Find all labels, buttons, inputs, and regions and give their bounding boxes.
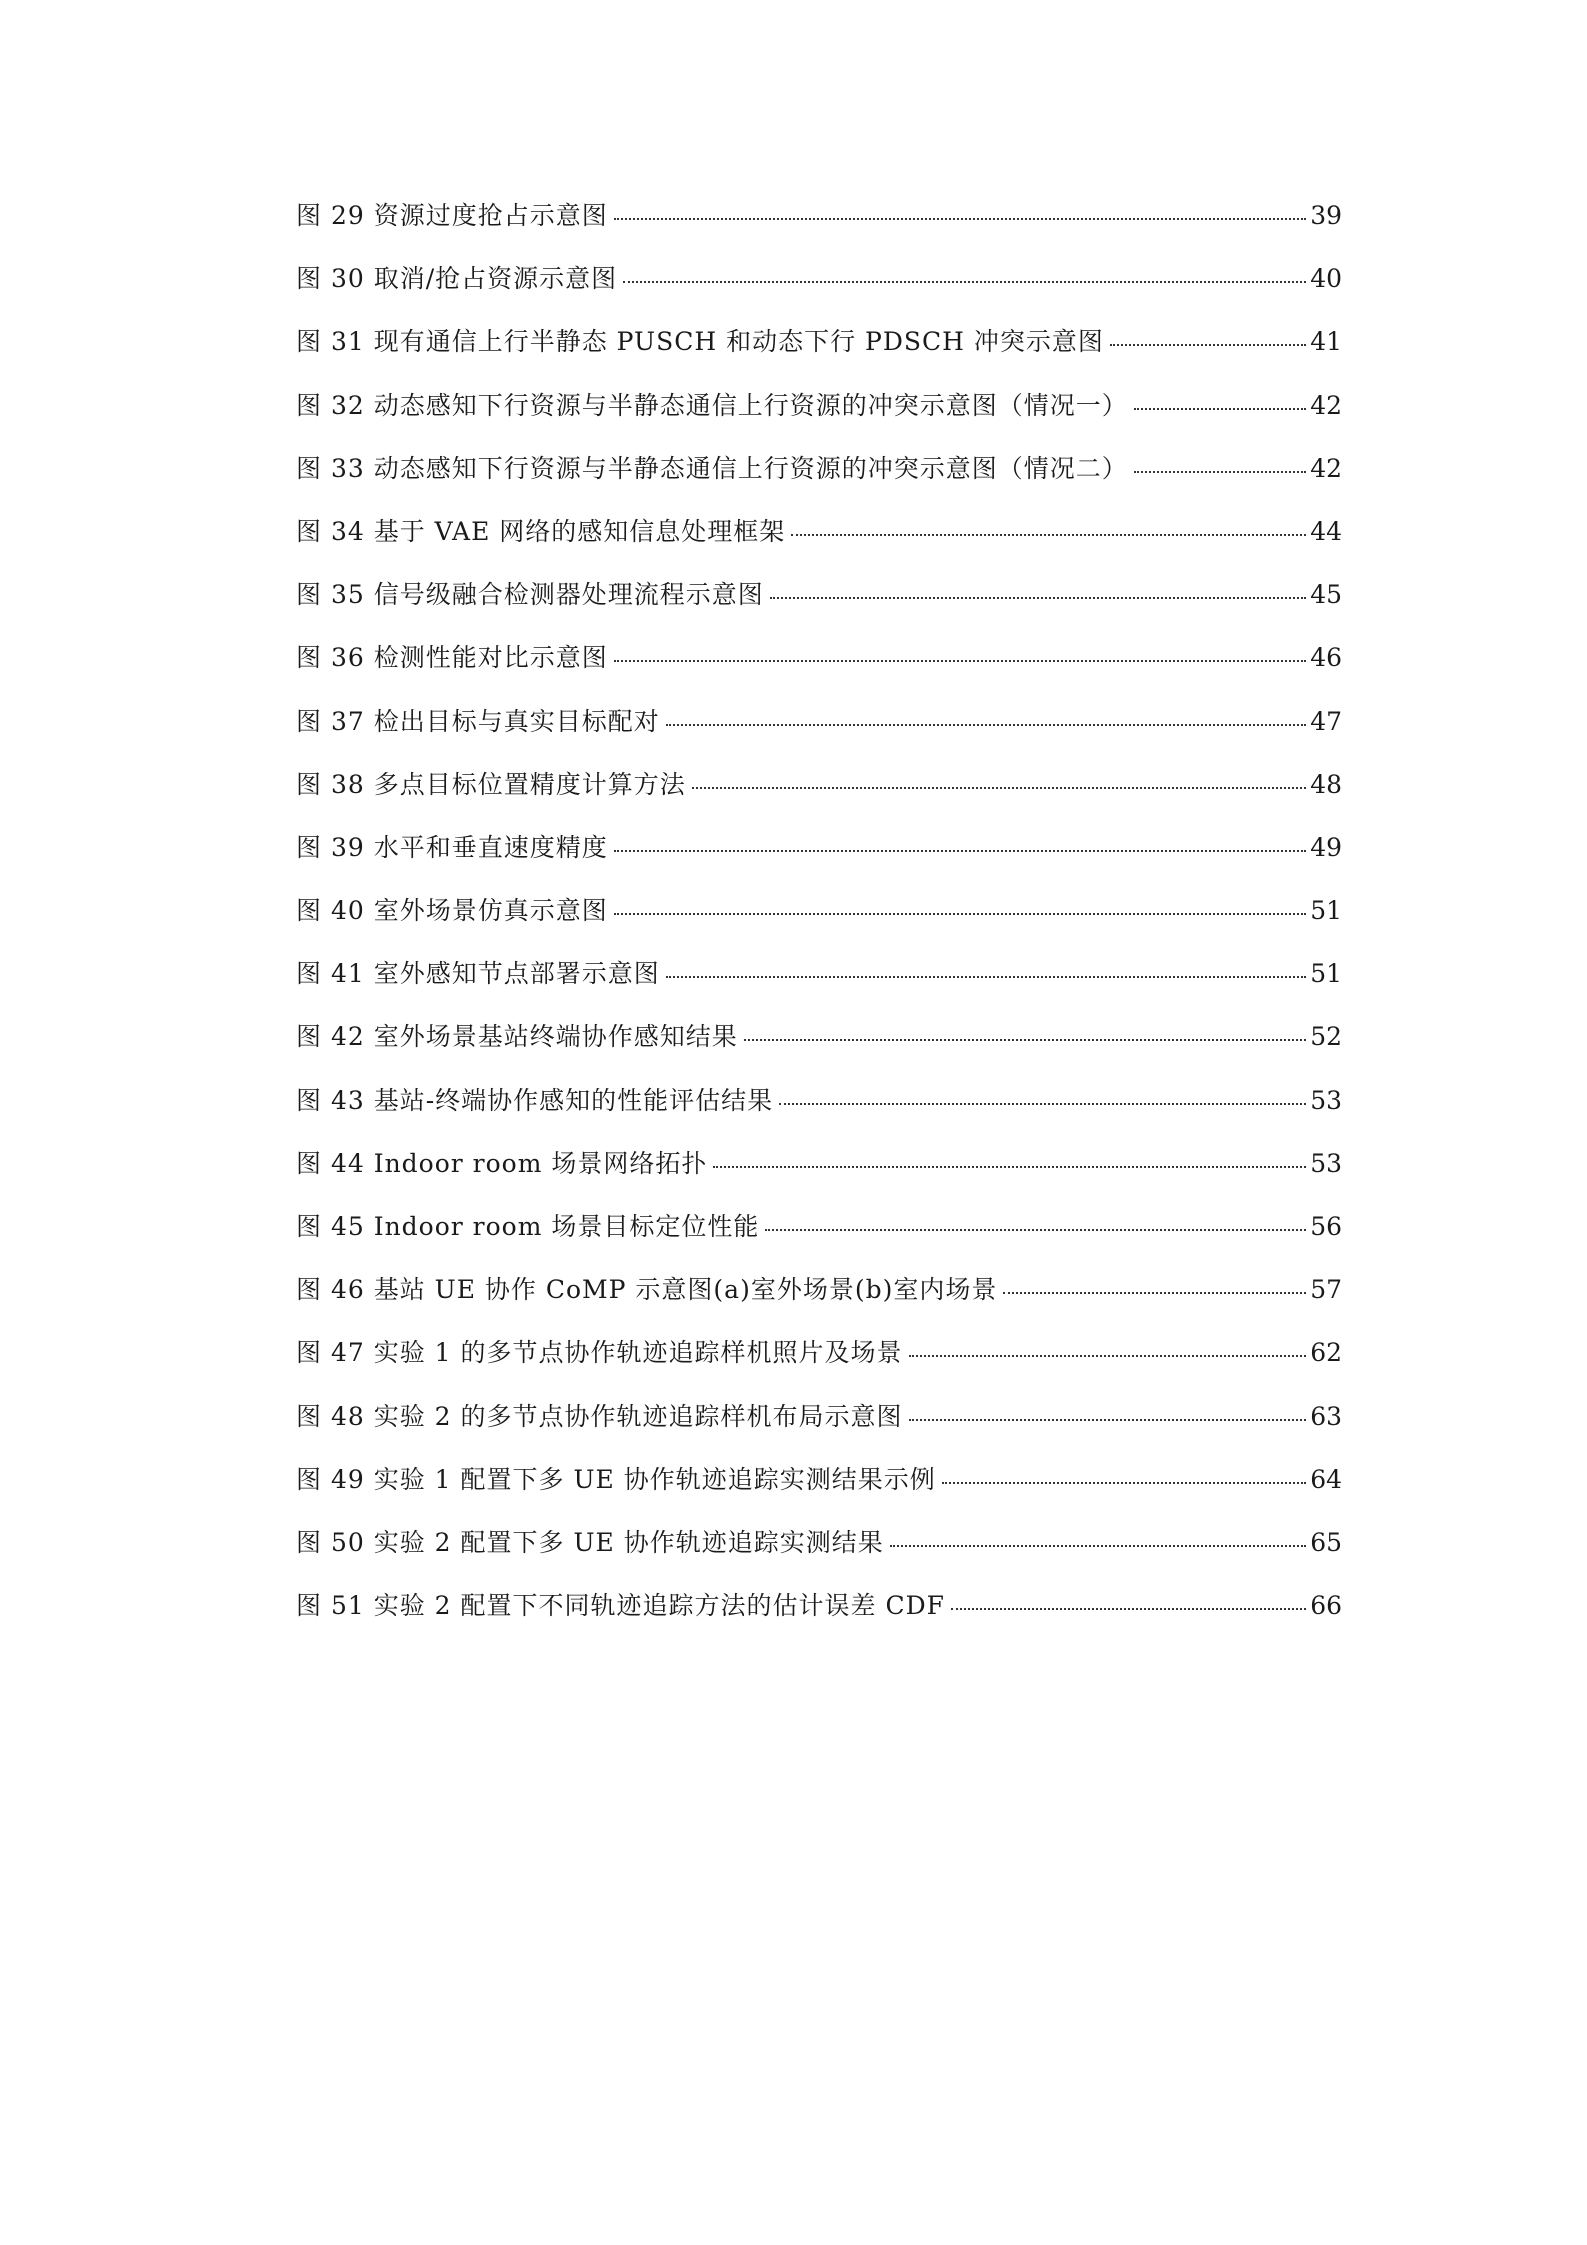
toc-entry-title: 图 40 室外场景仿真示意图 [296, 896, 608, 926]
toc-entry-title: 图 45 Indoor room 场景目标定位性能 [296, 1212, 760, 1241]
toc-dot-leader [1003, 1292, 1306, 1294]
toc-entry-page-number: 41 [1310, 327, 1342, 357]
toc-entry-page-number: 66 [1310, 1591, 1342, 1621]
toc-entry[interactable] [296, 765, 1342, 828]
toc-dot-leader [791, 534, 1306, 536]
toc-dot-leader [1110, 344, 1306, 346]
toc-dot-leader [1134, 471, 1306, 473]
toc-entry-page-number: 51 [1310, 896, 1342, 926]
toc-entry[interactable] [296, 638, 1342, 701]
toc-entry-title: 图 39 水平和垂直速度精度 [296, 832, 608, 862]
toc-entry-title: 图 38 多点目标位置精度计算方法 [296, 769, 686, 799]
toc-entry-page-number: 42 [1310, 390, 1342, 420]
toc-entry[interactable] [296, 196, 1342, 259]
toc-dot-leader [942, 1482, 1306, 1484]
toc-dot-leader [623, 281, 1306, 283]
toc-entry[interactable] [296, 1144, 1342, 1207]
toc-entry[interactable] [296, 828, 1342, 891]
toc-entry-title: 图 29 资源过度抢占示意图 [296, 201, 608, 230]
toc-entry[interactable] [296, 891, 1342, 954]
toc-entry-title: 图 47 实验 1 的多节点协作轨迹追踪样机照片及场景 [296, 1338, 903, 1368]
toc-entry[interactable] [296, 1523, 1342, 1586]
toc-dot-leader [744, 1039, 1306, 1041]
toc-entry-page-number: 48 [1310, 769, 1342, 799]
toc-entry-title: 图 32 动态感知下行资源与半静态通信上行资源的冲突示意图（情况一） [296, 390, 1128, 420]
toc-entry[interactable] [296, 259, 1342, 322]
toc-entry[interactable] [296, 702, 1342, 765]
toc-dot-leader [614, 218, 1306, 220]
toc-dot-leader [614, 913, 1306, 915]
toc-entry-title: 图 36 检测性能对比示意图 [296, 643, 608, 673]
toc-entry-title: 图 43 基站-终端协作感知的性能评估结果 [296, 1085, 774, 1115]
toc-entry-title: 图 46 基站 UE 协作 CoMP 示意图(a)室外场景(b)室内场景 [296, 1275, 998, 1305]
toc-entry-title: 图 49 实验 1 配置下多 UE 协作轨迹追踪实测结果示例 [296, 1464, 936, 1494]
toc-entry-page-number: 53 [1310, 1085, 1342, 1115]
toc-dot-leader [951, 1608, 1306, 1610]
toc-dot-leader [770, 597, 1306, 599]
toc-entry[interactable] [296, 1397, 1342, 1460]
toc-entry-page-number: 56 [1310, 1212, 1342, 1241]
toc-entry[interactable] [296, 449, 1342, 512]
toc-entry[interactable] [296, 322, 1342, 385]
toc-entry-page-number: 53 [1310, 1148, 1342, 1178]
toc-entry-title: 图 42 室外场景基站终端协作感知结果 [296, 1022, 738, 1052]
toc-entry-title: 图 31 现有通信上行半静态 PUSCH 和动态下行 PDSCH 冲突示意图 [296, 327, 1104, 357]
toc-entry-title: 图 37 检出目标与真实目标配对 [296, 706, 660, 736]
toc-entry-title: 图 41 室外感知节点部署示意图 [296, 959, 660, 989]
toc-entry[interactable] [296, 1081, 1342, 1144]
toc-entry-title: 图 48 实验 2 的多节点协作轨迹追踪样机布局示意图 [296, 1401, 903, 1431]
toc-entry[interactable] [296, 386, 1342, 449]
toc-entry[interactable] [296, 1270, 1342, 1333]
toc-entry-page-number: 47 [1310, 706, 1342, 736]
toc-entry-page-number: 64 [1310, 1464, 1342, 1494]
toc-entry-title: 图 44 Indoor room 场景网络拓扑 [296, 1148, 708, 1178]
toc-entry-page-number: 45 [1310, 580, 1342, 610]
toc-entry-page-number: 44 [1310, 516, 1342, 546]
toc-dot-leader [692, 787, 1306, 789]
toc-entry-page-number: 46 [1310, 643, 1342, 673]
toc-dot-leader [713, 1166, 1306, 1168]
toc-entry[interactable] [296, 1017, 1342, 1080]
figure-list-of-contents [296, 196, 1342, 1649]
toc-dot-leader [1134, 408, 1306, 410]
toc-entry-page-number: 39 [1310, 201, 1342, 230]
toc-entry-page-number: 62 [1310, 1338, 1342, 1368]
toc-entry-page-number: 52 [1310, 1022, 1342, 1052]
toc-entry[interactable] [296, 1207, 1342, 1270]
toc-entry-page-number: 51 [1310, 959, 1342, 989]
toc-dot-leader [765, 1229, 1306, 1231]
toc-entry-page-number: 65 [1310, 1527, 1342, 1557]
toc-entry-page-number: 40 [1310, 264, 1342, 294]
toc-entry[interactable] [296, 1333, 1342, 1396]
toc-dot-leader [890, 1545, 1306, 1547]
toc-dot-leader [909, 1419, 1307, 1421]
toc-entry[interactable] [296, 512, 1342, 575]
toc-entry[interactable] [296, 954, 1342, 1017]
toc-dot-leader [666, 724, 1306, 726]
toc-entry-title: 图 34 基于 VAE 网络的感知信息处理框架 [296, 516, 786, 546]
toc-entry-title: 图 35 信号级融合检测器处理流程示意图 [296, 580, 764, 610]
toc-dot-leader [666, 976, 1306, 978]
toc-entry-title: 图 33 动态感知下行资源与半静态通信上行资源的冲突示意图（情况二） [296, 453, 1128, 483]
toc-dot-leader [614, 850, 1306, 852]
toc-entry-page-number: 57 [1310, 1275, 1342, 1305]
toc-entry-title: 图 50 实验 2 配置下多 UE 协作轨迹追踪实测结果 [296, 1527, 884, 1557]
toc-entry-page-number: 63 [1310, 1401, 1342, 1431]
toc-dot-leader [779, 1103, 1306, 1105]
toc-dot-leader [909, 1355, 1307, 1357]
toc-entry[interactable] [296, 575, 1342, 638]
toc-entry[interactable] [296, 1586, 1342, 1649]
toc-entry[interactable] [296, 1460, 1342, 1523]
toc-entry-page-number: 49 [1310, 832, 1342, 862]
toc-dot-leader [614, 660, 1306, 662]
toc-entry-title: 图 30 取消/抢占资源示意图 [296, 264, 618, 294]
toc-entry-title: 图 51 实验 2 配置下不同轨迹追踪方法的估计误差 CDF [296, 1591, 945, 1621]
toc-entry-page-number: 42 [1310, 453, 1342, 483]
